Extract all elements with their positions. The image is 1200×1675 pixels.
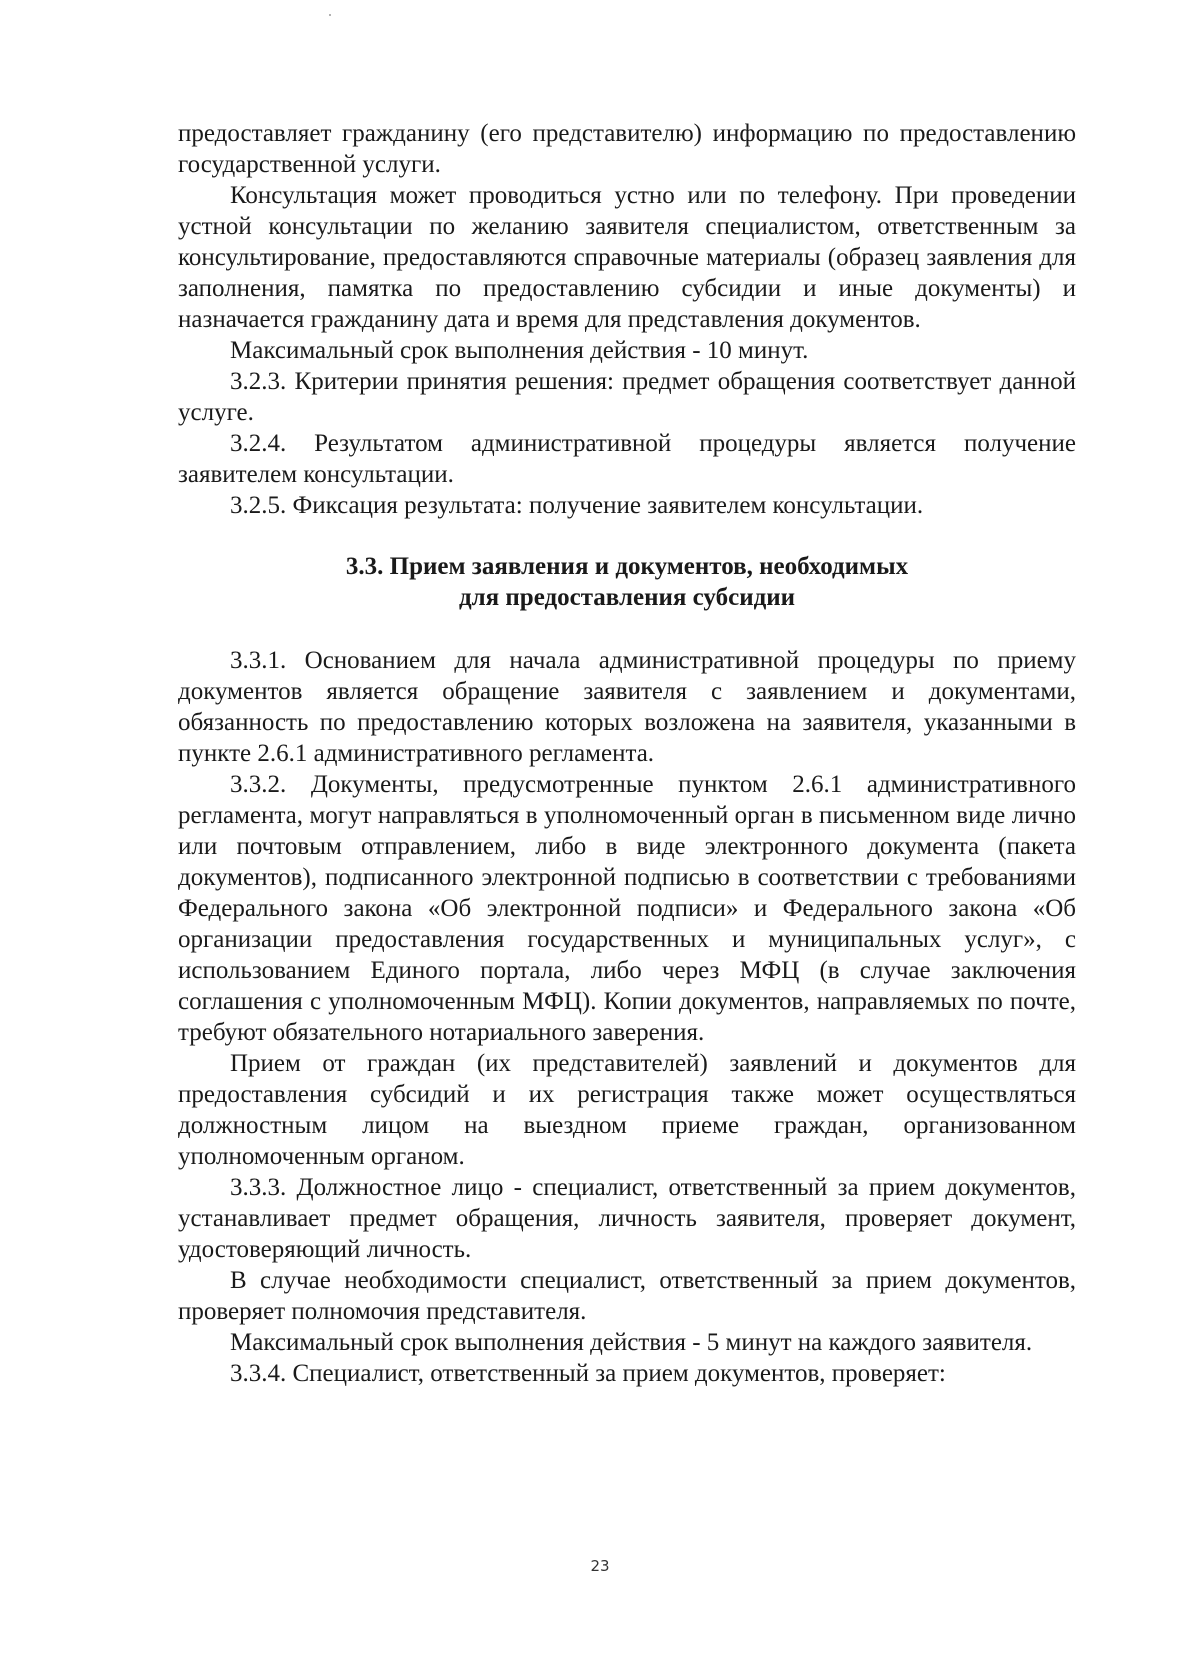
paragraph: предоставляет гражданину (его представителю) информацию по предоставлению государственной услуги. (178, 120, 1076, 178)
document-body (178, 118, 1076, 1389)
paragraph: В случае необходимости специалист, ответственный за прием документов, проверяет полномочия представителя. (178, 1267, 1076, 1325)
paragraph: 3.3.1. Основанием для начала административной процедуры по приему документов является обращение заявителя с заявлением и документами, обязанность по предоставлению которых возложена на заявителя, указанными в пункте 2.6.1 административного регламента. (178, 647, 1076, 767)
paragraph: 3.2.5. Фиксация результата: получение заявителем консультации. (230, 492, 924, 519)
paragraph: 3.3.4. Специалист, ответственный за прием документов, проверяет: (230, 1360, 946, 1387)
section-heading-line-2: для предоставления субсидии (458, 584, 796, 611)
scan-speck (329, 14, 331, 16)
section-heading (178, 551, 1076, 613)
paragraph: 3.2.3. Критерии принятия решения: предмет обращения соответствует данной услуге. (178, 368, 1076, 426)
page-number: 23 (590, 1557, 610, 1575)
section-heading-line-1: 3.3. Прием заявления и документов, необходимых (345, 553, 909, 580)
paragraph: 3.3.2. Документы, предусмотренные пунктом 2.6.1 административного регламента, могут направляться в уполномоченный орган в письменном виде лично или почтовым отправлением, либо в виде электронного документа (пакета документов), подписанного электронной подписью в соответствии с требованиями Федерального закона «Об электронной подписи» и Федерального закона «Об организации предоставления государственных и муниципальных услуг», с использованием Единого портала, либо через МФЦ (в случае заключения соглашения с уполномоченным МФЦ). Копии документов, направляемых по почте, требуют обязательного нотариального заверения. (178, 771, 1076, 1046)
paragraph: 3.2.4. Результатом административной процедуры является получение заявителем консультации. (178, 430, 1076, 488)
paragraph: 3.3.3. Должностное лицо - специалист, ответственный за прием документов, устанавливает предмет обращения, личность заявителя, проверяет документ, удостоверяющий личность. (178, 1174, 1076, 1263)
paragraph: Прием от граждан (их представителей) заявлений и документов для предоставления субсидий и их регистрация также может осуществляться должностным лицом на выездном приеме граждан, организованном уполномоченным органом. (178, 1050, 1076, 1170)
paragraph: Максимальный срок выполнения действия - 10 минут. (230, 337, 809, 364)
paragraph: Максимальный срок выполнения действия - 5 минут на каждого заявителя. (230, 1329, 1033, 1356)
paragraph: Консультация может проводиться устно или по телефону. При проведении устной консультации по желанию заявителя специалистом, ответственным за консультирование, предоставляются справочные материалы (образец заявления для заполнения, памятка по предоставлению субсидии и иные документы) и назначается гражданину дата и время для представления документов. (178, 182, 1076, 333)
